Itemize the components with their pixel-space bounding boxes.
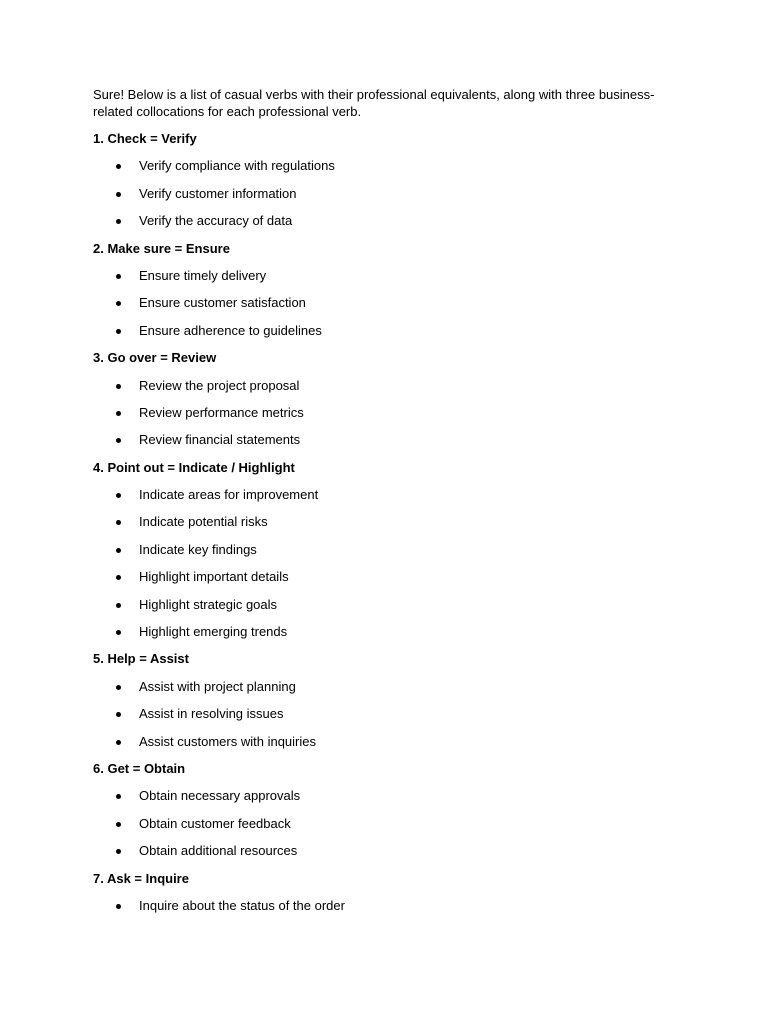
document-page bbox=[93, 86, 668, 924]
bullet-icon bbox=[116, 630, 121, 635]
verb-section bbox=[93, 650, 668, 749]
bullet-icon bbox=[116, 219, 121, 224]
list-item-text: Verify compliance with regulations bbox=[139, 158, 335, 174]
bullet-icon bbox=[116, 822, 121, 827]
list-item-text: Assist in resolving issues bbox=[139, 706, 284, 722]
list-item-text: Indicate areas for improvement bbox=[139, 487, 319, 503]
bullet-icon bbox=[116, 411, 121, 416]
list-item bbox=[93, 678, 668, 695]
list-item bbox=[93, 897, 668, 914]
section-heading: 1. Check = Verify bbox=[93, 131, 197, 146]
bullet-icon bbox=[116, 548, 121, 553]
list-item bbox=[93, 294, 668, 311]
list-item bbox=[93, 815, 668, 832]
collocation-list bbox=[93, 486, 668, 640]
bullet-icon bbox=[116, 740, 121, 745]
list-item bbox=[93, 705, 668, 722]
section-heading: 6. Get = Obtain bbox=[93, 760, 186, 776]
verb-section bbox=[93, 459, 668, 640]
list-item-text: Indicate potential risks bbox=[139, 514, 268, 530]
section-heading: 5. Help = Assist bbox=[93, 651, 189, 667]
bullet-icon bbox=[116, 520, 121, 525]
verb-section bbox=[93, 130, 668, 229]
bullet-icon bbox=[116, 904, 121, 909]
verb-section bbox=[93, 349, 668, 448]
list-item bbox=[93, 185, 668, 202]
list-item bbox=[93, 568, 668, 585]
verb-section bbox=[93, 870, 668, 914]
list-item-text: Ensure customer satisfaction bbox=[139, 295, 306, 311]
list-item bbox=[93, 787, 668, 804]
list-item-text: Assist customers with inquiries bbox=[139, 733, 316, 749]
bullet-icon bbox=[116, 329, 121, 334]
list-item-text: Obtain necessary approvals bbox=[139, 788, 301, 804]
collocation-list bbox=[93, 157, 668, 229]
list-item-text: Ensure timely delivery bbox=[139, 267, 267, 283]
list-item bbox=[93, 404, 668, 421]
list-item bbox=[93, 322, 668, 339]
collocation-list bbox=[93, 787, 668, 859]
list-item-text: Ensure adherence to guidelines bbox=[139, 322, 322, 338]
list-item-text: Highlight important details bbox=[139, 569, 289, 585]
bullet-icon bbox=[116, 384, 121, 389]
section-heading: 7. Ask = Inquire bbox=[93, 870, 189, 886]
bullet-icon bbox=[116, 438, 121, 443]
bullet-icon bbox=[116, 164, 121, 169]
bullet-icon bbox=[116, 192, 121, 197]
bullet-icon bbox=[116, 274, 121, 279]
bullet-icon bbox=[116, 493, 121, 498]
section-heading: 4. Point out = Indicate / Highlight bbox=[93, 459, 295, 475]
list-item bbox=[93, 267, 668, 284]
bullet-icon bbox=[116, 603, 121, 608]
list-item-text: Obtain customer feedback bbox=[139, 815, 291, 831]
list-item-text: Obtain additional resources bbox=[139, 843, 298, 859]
list-item bbox=[93, 486, 668, 503]
list-item bbox=[93, 596, 668, 613]
list-item-text: Verify the accuracy of data bbox=[139, 213, 293, 229]
list-item-text: Review the project proposal bbox=[139, 377, 300, 393]
list-item-text: Highlight strategic goals bbox=[139, 596, 278, 612]
bullet-icon bbox=[116, 575, 121, 580]
collocation-list bbox=[93, 377, 668, 449]
list-item bbox=[93, 157, 668, 174]
bullet-icon bbox=[116, 685, 121, 690]
list-item bbox=[93, 733, 668, 750]
list-item bbox=[93, 541, 668, 558]
list-item-text: Inquire about the status of the order bbox=[139, 897, 345, 913]
collocation-list bbox=[93, 678, 668, 750]
verb-section bbox=[93, 240, 668, 339]
list-item-text: Indicate key findings bbox=[139, 541, 257, 557]
verb-section bbox=[93, 760, 668, 859]
bullet-icon bbox=[116, 794, 121, 799]
intro-paragraph: Sure! Below is a list of casual verbs with their professional equivalents, along with three business-related collocations for each professional verb. bbox=[93, 87, 655, 119]
list-item bbox=[93, 513, 668, 530]
list-item bbox=[93, 377, 668, 394]
list-item bbox=[93, 623, 668, 640]
section-heading: 2. Make sure = Ensure bbox=[93, 240, 230, 256]
list-item-text: Assist with project planning bbox=[139, 678, 296, 694]
list-item-text: Highlight emerging trends bbox=[139, 624, 288, 640]
list-item-text: Verify customer information bbox=[139, 185, 297, 201]
bullet-icon bbox=[116, 712, 121, 717]
list-item bbox=[93, 431, 668, 448]
bullet-icon bbox=[116, 301, 121, 306]
list-item-text: Review performance metrics bbox=[139, 404, 304, 420]
list-item bbox=[93, 842, 668, 859]
section-heading: 3. Go over = Review bbox=[93, 350, 217, 366]
verb-sections bbox=[93, 130, 668, 914]
list-item-text: Review financial statements bbox=[139, 432, 301, 448]
collocation-list bbox=[93, 267, 668, 339]
list-item bbox=[93, 212, 668, 229]
bullet-icon bbox=[116, 849, 121, 854]
collocation-list bbox=[93, 897, 668, 914]
